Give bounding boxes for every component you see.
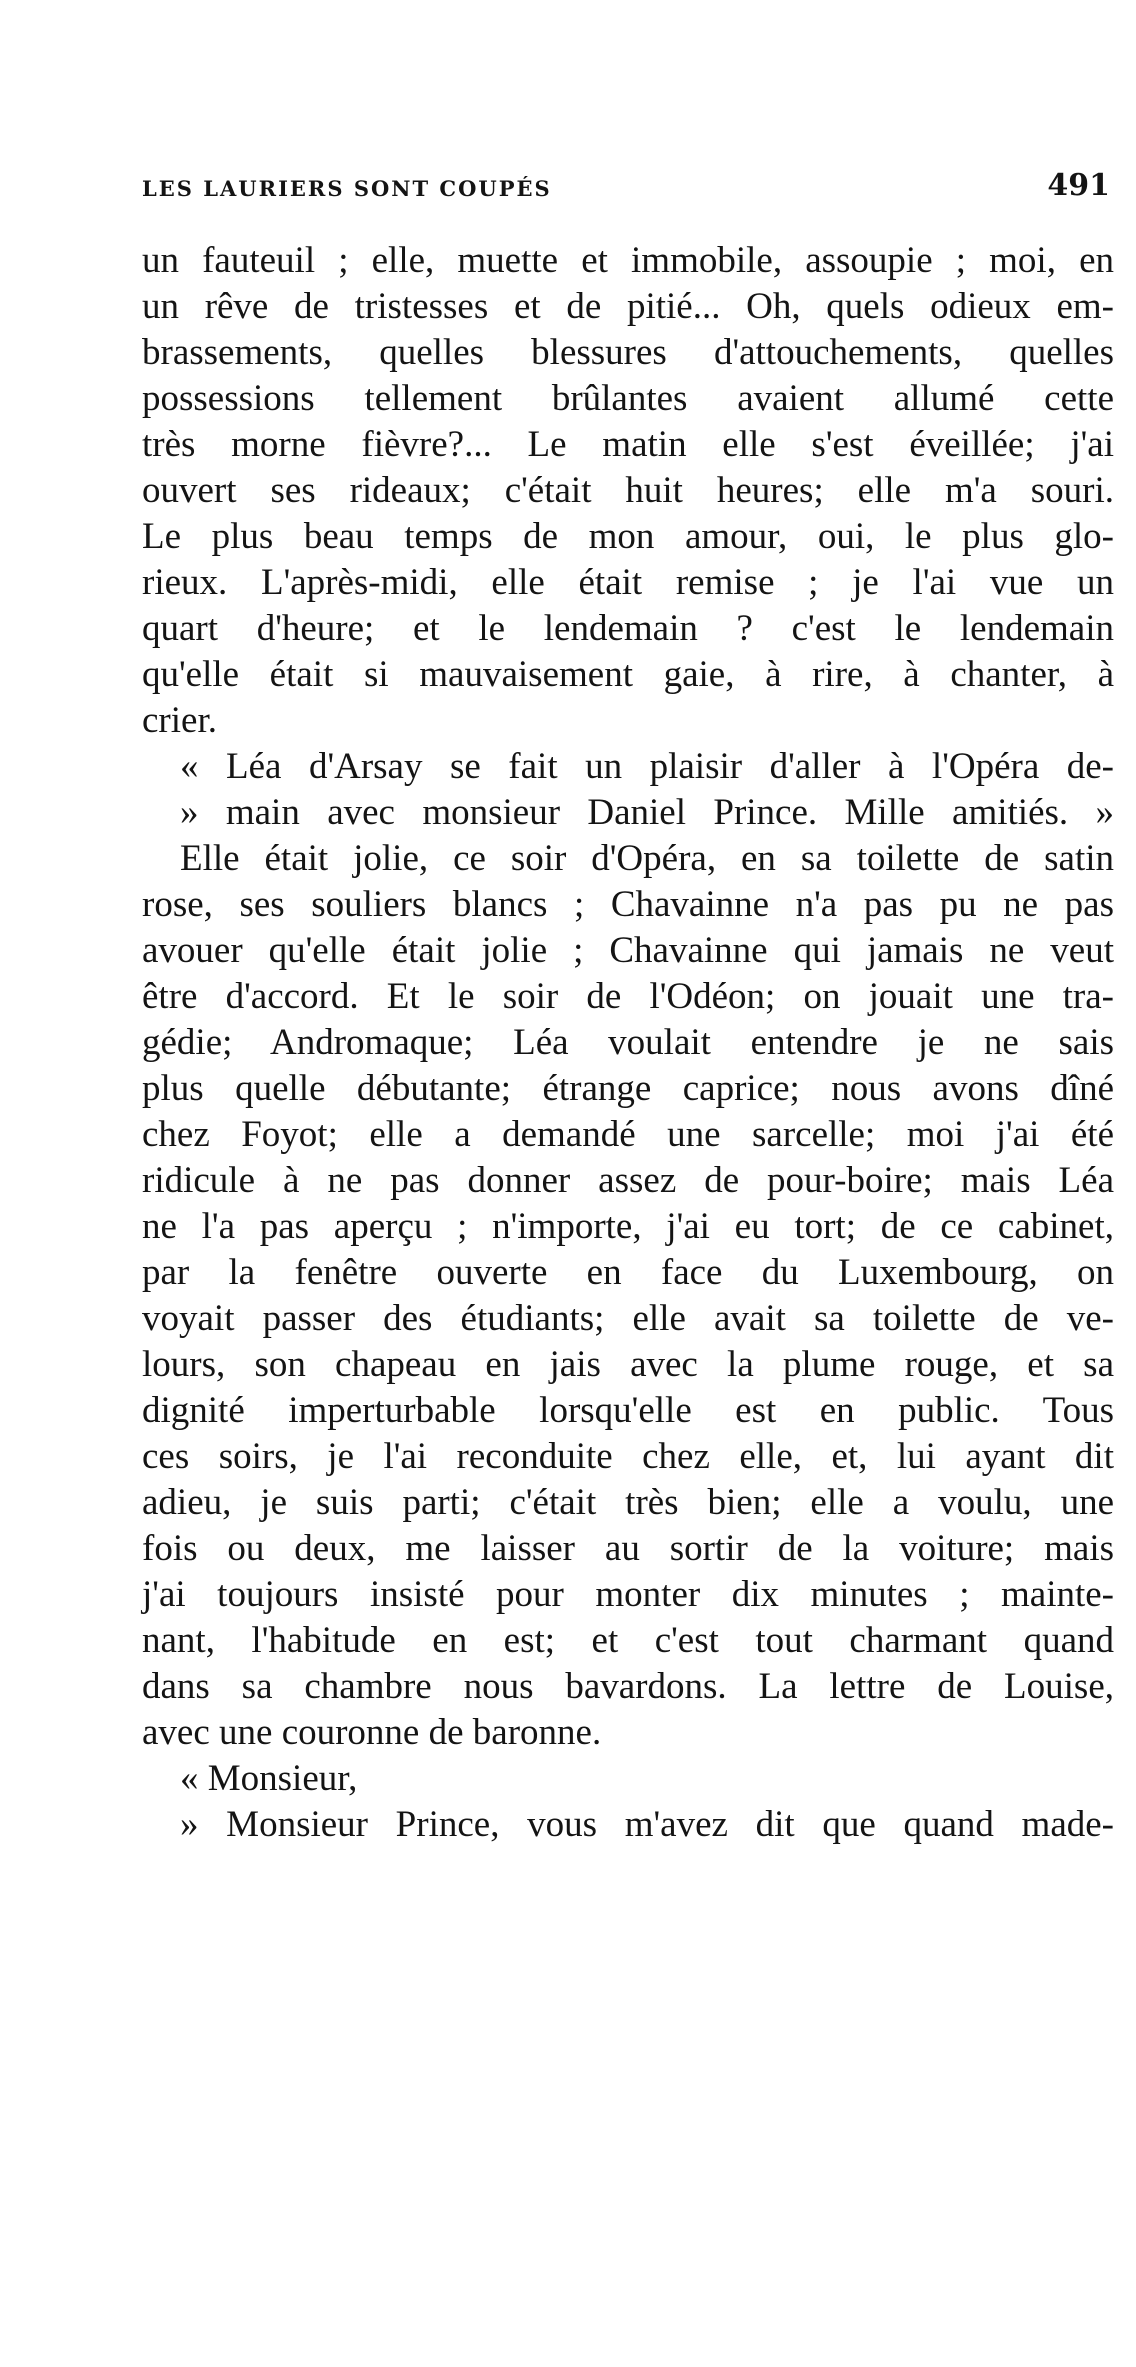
text-line: qu'elle était si mauvaisement gaie, à rire, à chanter, à — [142, 654, 1114, 695]
text-line: voyait passer des étudiants; elle avait sa toilette de ve- — [142, 1298, 1114, 1339]
text-line: avec une couronne de baronne. — [142, 1712, 602, 1753]
text-line: j'ai toujours insisté pour monter dix minutes ; mainte- — [142, 1574, 1114, 1615]
text-line: dans sa chambre nous bavardons. La lettre de Louise, — [142, 1666, 1114, 1707]
text-line: ces soirs, je l'ai reconduite chez elle, et, lui ayant dit — [142, 1436, 1114, 1477]
text-line: rose, ses souliers blancs ; Chavainne n'a pas pu ne pas — [142, 884, 1114, 925]
text-line: un fauteuil ; elle, muette et immobile, assoupie ; moi, en — [142, 240, 1114, 281]
text-line: crier. — [142, 700, 217, 741]
text-line: fois ou deux, me laisser au sortir de la voiture; mais — [142, 1528, 1114, 1569]
page-number: 491 — [1047, 168, 1110, 203]
running-head — [142, 166, 1112, 216]
text-line: quart d'heure; et le lendemain ? c'est le lendemain — [142, 608, 1114, 649]
text-line: nant, l'habitude en est; et c'est tout charmant quand — [142, 1620, 1114, 1661]
text-line: par la fenêtre ouverte en face du Luxembourg, on — [142, 1252, 1114, 1293]
text-line: ridicule à ne pas donner assez de pour-boire; mais Léa — [142, 1160, 1114, 1201]
text-line: possessions tellement brûlantes avaient allumé cette — [142, 378, 1114, 419]
text-line: avouer qu'elle était jolie ; Chavainne qui jamais ne veut — [142, 930, 1114, 971]
letter-line: « Léa d'Arsay se fait un plaisir d'aller à l'Opéra de- — [180, 746, 1114, 787]
letter-line: » main avec monsieur Daniel Prince. Mille amitiés. » — [180, 792, 1114, 833]
text-line: rieux. L'après-midi, elle était remise ; je l'ai vue un — [142, 562, 1114, 603]
text-line: adieu, je suis parti; c'était très bien; elle a voulu, une — [142, 1482, 1114, 1523]
body-text — [142, 238, 1114, 1848]
text-line: ouvert ses rideaux; c'était huit heures; elle m'a souri. — [142, 470, 1114, 511]
running-title: LES LAURIERS SONT COUPÉS — [142, 176, 552, 201]
text-line: lours, son chapeau en jais avec la plume rouge, et sa — [142, 1344, 1114, 1385]
text-line: être d'accord. Et le soir de l'Odéon; on jouait une tra- — [142, 976, 1114, 1017]
text-line: dignité imperturbable lorsqu'elle est en public. Tous — [142, 1390, 1114, 1431]
text-line: plus quelle débutante; étrange caprice; nous avons dîné — [142, 1068, 1114, 1109]
text-line: ne l'a pas aperçu ; n'importe, j'ai eu tort; de ce cabinet, — [142, 1206, 1114, 1247]
text-line: très morne fièvre?... Le matin elle s'est éveillée; j'ai — [142, 424, 1114, 465]
letter-line: » Monsieur Prince, vous m'avez dit que quand made- — [180, 1804, 1114, 1845]
text-line: brassements, quelles blessures d'attouchements, quelles — [142, 332, 1114, 373]
letter-line: « Monsieur, — [180, 1758, 358, 1799]
text-line: un rêve de tristesses et de pitié... Oh, quels odieux em- — [142, 286, 1114, 327]
text-line: Le plus beau temps de mon amour, oui, le plus glo- — [142, 516, 1114, 557]
text-line: Elle était jolie, ce soir d'Opéra, en sa toilette de satin — [180, 838, 1114, 879]
text-line: gédie; Andromaque; Léa voulait entendre je ne sais — [142, 1022, 1114, 1063]
text-line: chez Foyot; elle a demandé une sarcelle; moi j'ai été — [142, 1114, 1114, 1155]
